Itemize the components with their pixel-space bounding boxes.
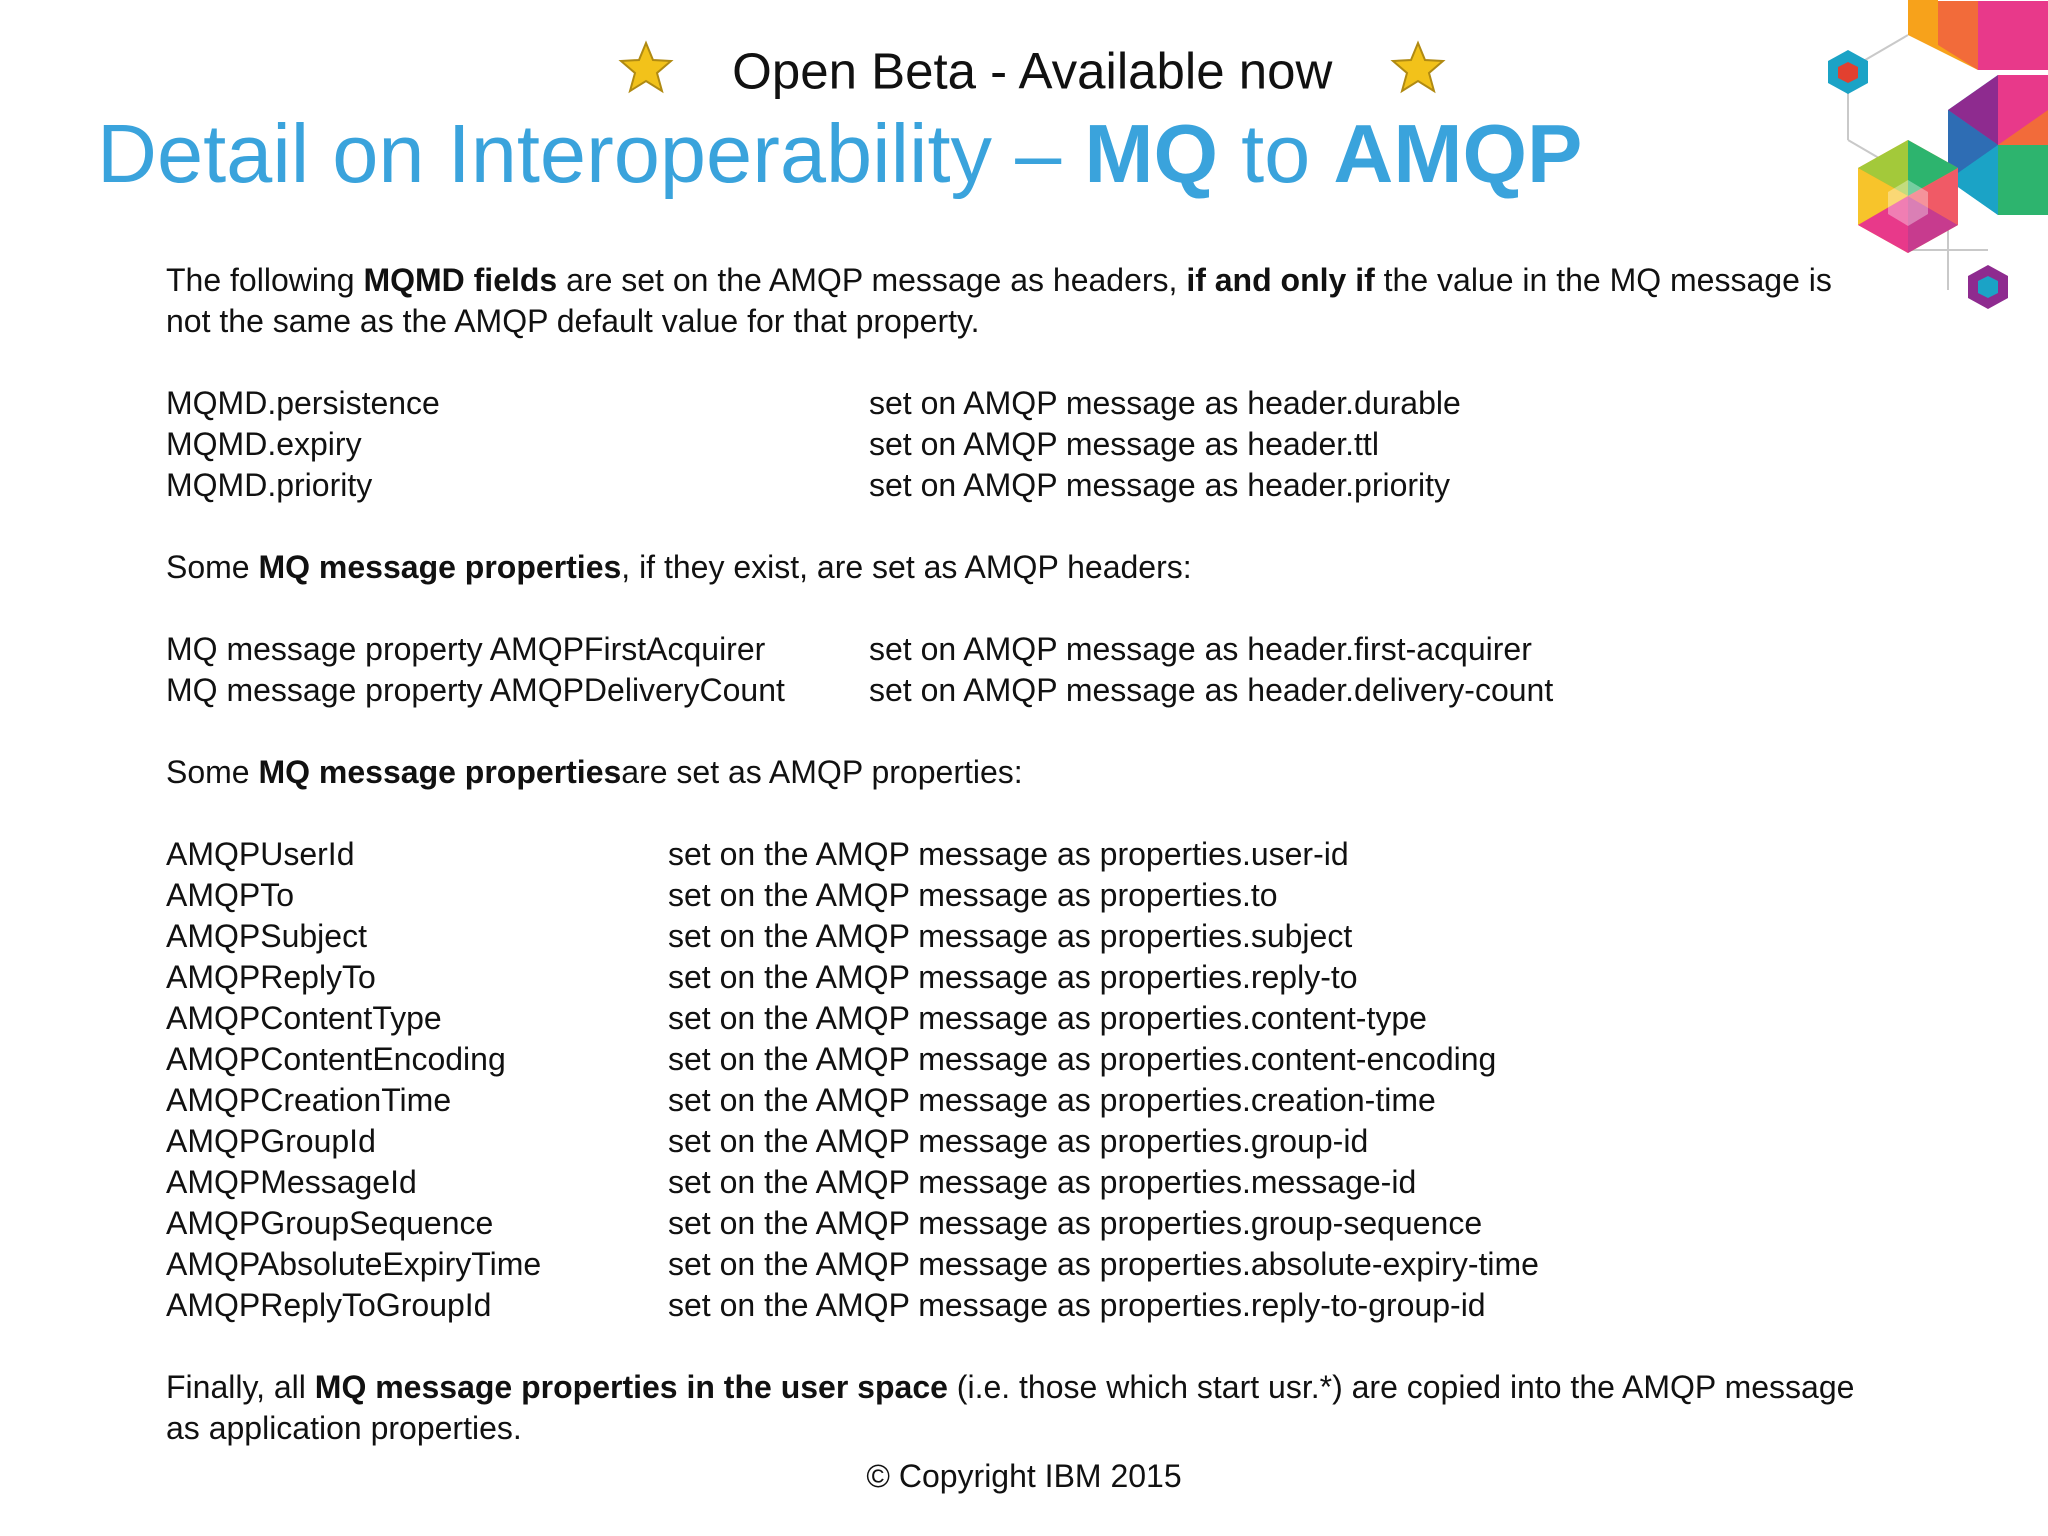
mapping-row — [166, 465, 1866, 506]
mapping-field: AMQPContentEncoding — [166, 1041, 506, 1077]
mapping-field: AMQPReplyToGroupId — [166, 1287, 492, 1323]
mapping-row — [166, 916, 1866, 957]
title-part: to — [1218, 107, 1334, 200]
mapping-row — [166, 1162, 1866, 1203]
mapping-field: AMQPGroupSequence — [166, 1205, 494, 1241]
mapping-target: set on AMQP message as header.durable — [869, 385, 1461, 421]
mqmd-mapping-list — [166, 383, 1866, 506]
mapping-field: MQMD.priority — [166, 467, 373, 503]
intro-paragraph — [166, 260, 1866, 342]
page-title — [97, 104, 1582, 204]
mapping-target: set on the AMQP message as properties.subject — [668, 918, 1353, 954]
hex-medium-multicolor — [1858, 140, 1958, 253]
star-icon — [1390, 40, 1446, 96]
props-intro-bold: MQ message properties — [258, 754, 622, 790]
title-part-amqp: AMQP — [1333, 107, 1583, 200]
mapping-target: set on the AMQP message as properties.absolute-expiry-time — [668, 1246, 1539, 1282]
mapping-row — [166, 1285, 1866, 1326]
mapping-target: set on AMQP message as header.delivery-count — [869, 672, 1554, 708]
star-icon — [618, 40, 674, 96]
title-part: Detail on Interoperability – — [97, 107, 1085, 200]
props-intro-text: Some — [166, 754, 259, 790]
mapping-target: set on the AMQP message as properties.content-type — [668, 1000, 1427, 1036]
mapping-target: set on AMQP message as header.first-acquirer — [869, 631, 1532, 667]
hex-small-purple — [1968, 265, 2008, 309]
copyright-footer: © Copyright IBM 2015 — [866, 1458, 1182, 1494]
intro-text: the value in the MQ message is not the same as the AMQP default value for that property. — [166, 262, 1832, 339]
mapping-target: set on the AMQP message as properties.user-id — [668, 836, 1349, 872]
mapping-row — [166, 957, 1866, 998]
finally-bold: MQ message properties in the user space — [314, 1369, 948, 1405]
intro-bold: MQMD fields — [363, 262, 558, 298]
mapping-row — [166, 834, 1866, 875]
mapping-field: AMQPSubject — [166, 918, 367, 954]
headers-intro-text: Some — [166, 549, 259, 585]
mapping-field: AMQPContentType — [166, 1000, 442, 1036]
mapping-row — [166, 383, 1866, 424]
slide-body — [166, 260, 1866, 1449]
headers-intro-paragraph — [166, 547, 1866, 588]
mapping-field: AMQPAbsoluteExpiryTime — [166, 1246, 542, 1282]
mapping-field: AMQPTo — [166, 877, 295, 913]
mapping-row — [166, 424, 1866, 465]
mapping-row — [166, 1039, 1866, 1080]
mapping-target: set on the AMQP message as properties.group-sequence — [668, 1205, 1483, 1241]
hex-small-teal — [1828, 50, 1868, 94]
mapping-field: AMQPMessageId — [166, 1164, 417, 1200]
mapping-row — [166, 998, 1866, 1039]
mapping-field: AMQPUserId — [166, 836, 355, 872]
finally-paragraph — [166, 1367, 1866, 1449]
mapping-field: AMQPReplyTo — [166, 959, 376, 995]
mapping-target: set on the AMQP message as properties.to — [668, 877, 1278, 913]
mapping-row — [166, 629, 1866, 670]
title-part-mq: MQ — [1084, 107, 1219, 200]
mapping-target: set on the AMQP message as properties.content-encoding — [668, 1041, 1497, 1077]
mapping-row — [166, 1244, 1866, 1285]
mapping-field: MQMD.expiry — [166, 426, 362, 462]
mapping-field: MQMD.persistence — [166, 385, 440, 421]
finally-text: (i.e. those which start usr.*) are copied into the AMQP message as application properties. — [166, 1369, 1855, 1446]
props-intro-paragraph — [166, 752, 1866, 793]
property-mapping-list — [166, 834, 1866, 1326]
intro-text: are set on the AMQP message as headers, — [557, 262, 1187, 298]
banner-text: Open Beta - Available now — [732, 42, 1333, 100]
props-intro-text: are set as AMQP properties: — [621, 754, 1023, 790]
mapping-target: set on AMQP message as header.ttl — [869, 426, 1379, 462]
mapping-target: set on AMQP message as header.priority — [869, 467, 1451, 503]
mapping-row — [166, 670, 1866, 711]
headers-intro-bold: MQ message properties — [258, 549, 622, 585]
mapping-row — [166, 1080, 1866, 1121]
mapping-field: MQ message property AMQPDeliveryCount — [166, 672, 785, 708]
mapping-row — [166, 1121, 1866, 1162]
mapping-target: set on the AMQP message as properties.reply-to — [668, 959, 1358, 995]
hex-top-decoration — [1908, 0, 2048, 70]
mapping-field: AMQPCreationTime — [166, 1082, 452, 1118]
intro-text: The following — [166, 262, 364, 298]
mapping-target: set on the AMQP message as properties.message-id — [668, 1164, 1417, 1200]
mapping-target: set on the AMQP message as properties.reply-to-group-id — [668, 1287, 1486, 1323]
finally-text: Finally, all — [166, 1369, 315, 1405]
headers-intro-text: , if they exist, are set as AMQP headers: — [621, 549, 1192, 585]
mapping-field: MQ message property AMQPFirstAcquirer — [166, 631, 766, 667]
mapping-field: AMQPGroupId — [166, 1123, 376, 1159]
mapping-target: set on the AMQP message as properties.creation-time — [668, 1082, 1436, 1118]
intro-bold: if and only if — [1186, 262, 1375, 298]
hex-large-multicolor — [1948, 75, 2048, 215]
mapping-row — [166, 1203, 1866, 1244]
mapping-target: set on the AMQP message as properties.group-id — [668, 1123, 1369, 1159]
header-mapping-list — [166, 629, 1866, 711]
mapping-row — [166, 875, 1866, 916]
open-beta-banner — [618, 32, 1446, 104]
